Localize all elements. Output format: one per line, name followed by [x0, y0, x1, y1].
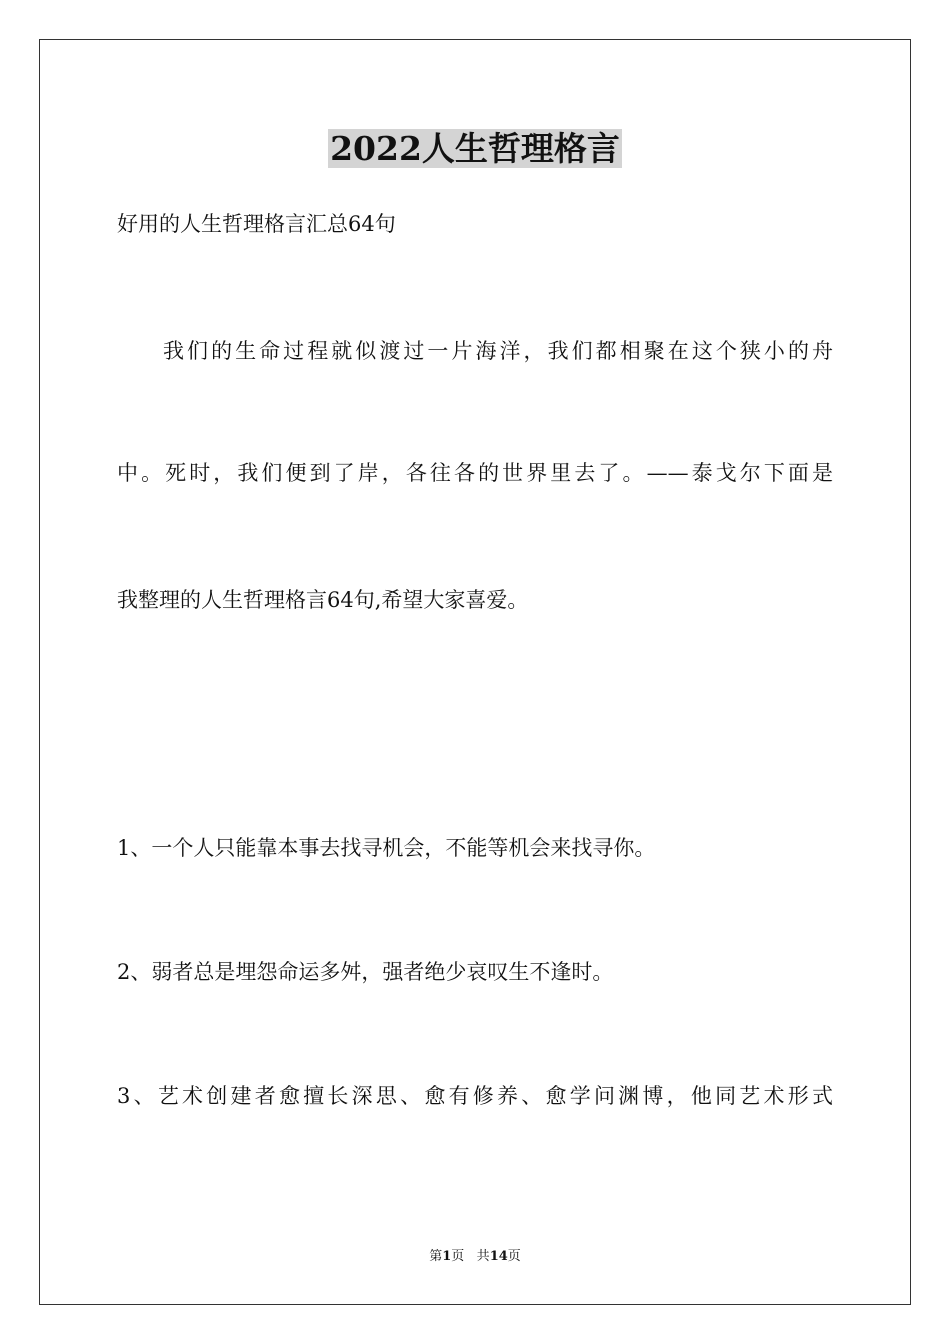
intro-line-1: 我们的生命过程就似渡过一片海洋，我们都相聚在这个狭小的舟 [163, 339, 833, 363]
document-title [0, 128, 950, 170]
list-item: 1、一个人只能靠本事去找寻机会，不能等机会来找寻你。 [117, 836, 656, 860]
footer-page-suffix: 页 [451, 1249, 465, 1264]
footer-total-prefix: 共 [476, 1249, 490, 1264]
list-item: 3、艺术创建者愈擅长深思、愈有修养、愈学问渊博，他同艺术形式 [117, 1084, 833, 1108]
footer-total-suffix: 页 [507, 1249, 521, 1264]
footer-total-pages: 14 [489, 1249, 508, 1264]
footer-page-number: 1 [442, 1249, 452, 1264]
intro-line-2: 中。死时，我们便到了岸，各往各的世界里去了。——泰戈尔下面是 [117, 461, 833, 485]
document-title-text: 2022人生哲理格言 [330, 129, 620, 168]
footer-page-prefix: 第 [429, 1249, 443, 1264]
intro-line-3: 我整理的人生哲理格言64句,希望大家喜爱。 [117, 588, 529, 612]
list-item: 2、弱者总是埋怨命运多舛，强者绝少哀叹生不逢时。 [117, 960, 614, 984]
document-subtitle: 好用的人生哲理格言汇总64句 [117, 212, 396, 236]
page-footer [0, 1248, 950, 1266]
